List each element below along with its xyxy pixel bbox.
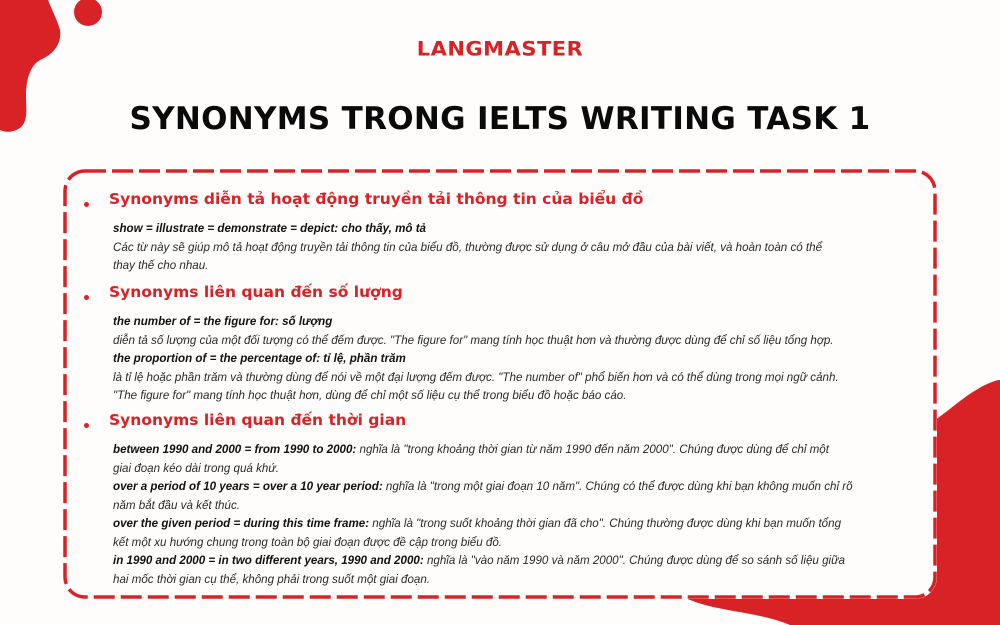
explanation-text: thay thế cho nhau.	[113, 259, 209, 272]
explanation-text: năm bắt đầu và kết thúc.	[113, 498, 240, 512]
synonym-term: over the given period = during this time frame:	[113, 517, 370, 530]
section-heading: Synonyms liên quan đến số lượng	[109, 283, 403, 301]
content-card	[65, 171, 934, 596]
explanation-text: "The figure for" mang tính học thuật hơn, dùng để chỉ một số liệu cụ thể trong biểu đồ hoặc báo cáo.	[113, 389, 627, 402]
explanation-text: hai mốc thời gian cụ thể, không phải trong suốt một giai đoạn.	[113, 572, 431, 586]
explanation-text: là tỉ lệ hoặc phần trăm và thường dùng để nói về một đại lượng đếm được. "The number of" phổ biến hơn và có thể dùng trong mọi ngữ cảnh.	[113, 370, 839, 384]
synonym-term: the number of = the figure for: số lượng	[113, 315, 333, 328]
section-heading: Synonyms liên quan đến thời gian	[109, 411, 407, 429]
explanation-text: kết một xu hướng chung trong toàn bộ giai đoạn được đề cập trong biểu đồ.	[113, 535, 503, 549]
page-title: SYNONYMS TRONG IELTS WRITING TASK 1	[129, 101, 871, 137]
section-heading: Synonyms diễn tả hoạt động truyền tải thông tin của biểu đồ	[109, 190, 644, 208]
explanation-text: diễn tả số lượng của một đối tượng có thể đếm được. "The figure for" mang tính học thuật hơn và thường được dùng để chỉ số liệu tổng hợp.	[113, 333, 834, 347]
section-body	[113, 313, 903, 406]
explanation-text: Các từ này sẽ giúp mô tả hoạt động truyền tải thông tin của biểu đồ, thường được sử dụng ở câu mở đầu của bài viết, và hoàn toàn có thể	[113, 240, 823, 254]
bullet-icon	[84, 423, 89, 428]
synonym-term: between 1990 and 2000 = from 1990 to 2000:	[113, 443, 357, 456]
bullet-icon	[84, 295, 89, 300]
synonym-term: show = illustrate = demonstrate = depict: cho thấy, mô tả	[113, 222, 426, 235]
synonym-term: in 1990 and 2000 = in two different years, 1990 and 2000:	[113, 554, 424, 567]
section-body	[113, 220, 903, 276]
explanation-text: giai đoạn kéo dài trong quá khứ.	[113, 461, 279, 475]
bullet-icon	[84, 202, 89, 207]
synonym-term: the proportion of = the percentage of: tỉ lệ, phần trăm	[113, 352, 406, 365]
top-left-droplet	[74, 0, 102, 26]
langmaster-logo: LANGMASTER	[416, 37, 584, 61]
synonym-term: over a period of 10 years = over a 10 year period:	[113, 480, 383, 493]
section-body: between 1990 and 2000 = from 1990 to 2000: nghĩa là "trong khoảng thời gian từ năm 1990 đến năm 2000". Chúng được dùng để chỉ một giai đoạn kéo dài trong quá khứ. over a period of 10 years = over a 10 year period: nghĩa là "trong một giai đoạn 10 năm". Chúng có thể được dùng khi bạn không muốn chỉ rõ năm bắt đầu và kết thúc. over the given period = during this time frame: nghĩa là "trong suốt khoảng thời gian đã cho". Chúng thường được dùng khi bạn muốn tổng kết một xu hướng chung trong toàn bộ giai đoạn được đề cập trong biểu đồ. in 1990 and 2000 = in two different years, 1990 and 2000: nghĩa là "vào năm 1990 và năm 2000". Chúng được dùng để so sánh số liệu giữa hai mốc thời gian cụ thể, không phải trong suốt một giai đoạn.	[113, 443, 853, 586]
